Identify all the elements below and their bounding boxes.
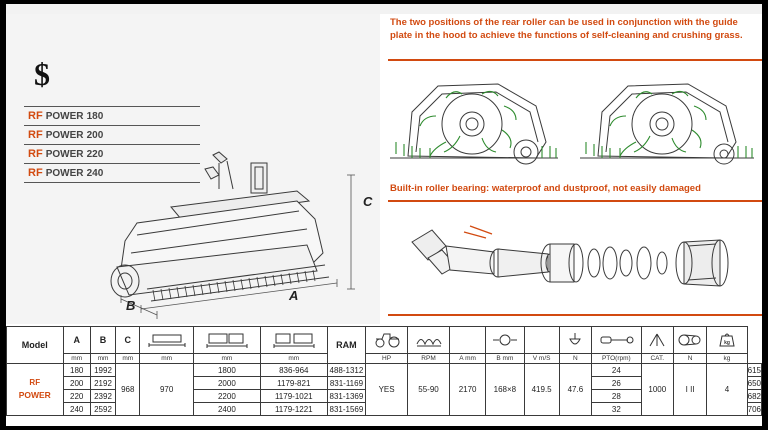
cell-a: 2592 xyxy=(90,403,115,416)
model-value: 220 xyxy=(86,149,104,160)
cell-pto: 1000 xyxy=(641,364,673,416)
unit-c: mm xyxy=(116,354,140,364)
th-n-blades: N xyxy=(559,354,591,364)
cell-w2: 1179-1221 xyxy=(260,403,327,416)
working-width-icon xyxy=(140,327,194,354)
dimension-c-label: C xyxy=(363,194,373,209)
cell-w3: 831-1169 xyxy=(327,377,365,390)
cell-w1: 2200 xyxy=(193,390,260,403)
cell-model: 240 xyxy=(63,403,90,416)
cell-a: 2192 xyxy=(90,377,115,390)
hammer-blade-icon xyxy=(559,327,591,354)
document-page xyxy=(6,4,762,426)
th-pto: PTO(rpm) xyxy=(592,354,642,364)
th-n-belts: N xyxy=(673,354,706,364)
caption-rear-roller: The two positions of the rear roller can be used in conjunction with the guide plate in the hood to achieve the functions of self-cleaning and crushing grass. xyxy=(390,17,743,41)
unit-a: mm xyxy=(63,354,90,364)
pto-icon xyxy=(592,327,642,354)
hitch-cat-icon xyxy=(641,327,673,354)
belt-icon xyxy=(673,327,706,354)
model-value: 180 xyxy=(86,111,104,122)
cell-w2: 1179-821 xyxy=(260,377,327,390)
cell-model: 180 xyxy=(63,364,90,377)
cell-n-blades: 24 xyxy=(592,364,642,377)
divider-top xyxy=(388,59,762,61)
unit-b: mm xyxy=(90,354,115,364)
cell-w1: 2000 xyxy=(193,377,260,390)
rotor-position-diagram xyxy=(386,72,758,180)
th-b-mm-label: B mm xyxy=(486,354,524,364)
cell-v-ms: 47.6 xyxy=(559,364,591,416)
th-weight: kg xyxy=(707,354,747,364)
list-item xyxy=(24,126,200,145)
list-item xyxy=(24,107,200,126)
cell-n-blades: 32 xyxy=(592,403,642,416)
unit-w1: mm xyxy=(140,354,194,364)
th-a-mm-label: A mm xyxy=(450,354,486,364)
row-brand: RF xyxy=(29,378,41,387)
mulcher-illustration xyxy=(101,149,361,324)
th-ram: RAM xyxy=(327,327,365,364)
model-value: 200 xyxy=(86,130,104,141)
divider-bottom xyxy=(388,314,762,316)
model-brand: RF xyxy=(28,129,43,141)
cell-w3: 831-1369 xyxy=(327,390,365,403)
cell-model: 220 xyxy=(63,390,90,403)
row-model-label xyxy=(7,364,64,416)
th-b: B xyxy=(90,327,115,354)
cell-weight: 650 xyxy=(747,378,761,388)
th-cat: CAT. xyxy=(641,354,673,364)
tractor-icon xyxy=(366,327,408,354)
spec-table xyxy=(6,326,762,416)
svg-text:kg: kg xyxy=(724,340,730,346)
cell-w3: 488-1312 xyxy=(327,364,365,377)
weight-icon xyxy=(707,327,747,354)
cell-hp: 55-90 xyxy=(408,364,450,416)
cell-model: 200 xyxy=(63,377,90,390)
cell-w1: 2400 xyxy=(193,403,260,416)
unit-w3: mm xyxy=(260,354,327,364)
cell-b: 968 xyxy=(116,364,140,416)
model-power-label: POWER xyxy=(45,111,84,122)
table-row xyxy=(7,364,762,377)
cell-c: 970 xyxy=(140,364,194,416)
cell-n-blades: 26 xyxy=(592,377,642,390)
cell-w3: 831-1569 xyxy=(327,403,365,416)
cell-weight: 615 xyxy=(747,365,761,375)
cell-w2: 1179-1021 xyxy=(260,390,327,403)
blade-dimension-icon xyxy=(486,327,524,354)
unit-w2: mm xyxy=(193,354,260,364)
brand-logo: $ xyxy=(34,56,50,92)
th-model: Model xyxy=(7,327,64,364)
cell-weight: 682 xyxy=(747,391,761,401)
th-a-mm xyxy=(450,327,486,354)
model-brand: RF xyxy=(28,148,43,160)
cell-n-belts: 4 xyxy=(707,364,747,416)
cell-b-mm: 419.5 xyxy=(524,364,559,416)
cell-a-mm: 168×8 xyxy=(486,364,524,416)
left-panel xyxy=(6,14,380,324)
model-power-label: POWER xyxy=(45,168,84,179)
table-unit-row xyxy=(7,354,762,364)
spec-table-wrap xyxy=(6,326,762,426)
model-brand: RF xyxy=(28,167,43,179)
cell-n-blades: 28 xyxy=(592,390,642,403)
bearing-exploded-view xyxy=(398,212,748,312)
model-power-label: POWER xyxy=(45,130,84,141)
table-header-row xyxy=(7,327,762,354)
divider-mid xyxy=(388,200,762,202)
dimension-a-label: A xyxy=(289,288,299,303)
cell-w1: 1800 xyxy=(193,364,260,377)
dimension-b-label: B xyxy=(126,298,136,313)
row-power: POWER xyxy=(18,390,51,400)
th-hp: HP xyxy=(366,354,408,364)
th-c: C xyxy=(116,327,140,354)
cell-w2: 836-964 xyxy=(260,364,327,377)
model-brand: RF xyxy=(28,110,43,122)
cell-a: 2392 xyxy=(90,390,115,403)
cell-ram: YES xyxy=(366,364,408,416)
caption-roller-bearing: Built-in roller bearing: waterproof and dustproof, not easily damaged xyxy=(390,183,701,194)
th-rpm: RPM xyxy=(408,354,450,364)
cell-weight: 706 xyxy=(747,404,761,414)
model-value: 240 xyxy=(86,168,104,179)
overall-width-icon xyxy=(193,327,260,354)
th-v-ms-label: V m/S xyxy=(524,354,559,364)
th-a: A xyxy=(63,327,90,354)
cell-a: 1992 xyxy=(90,364,115,377)
rotor-icon xyxy=(408,327,450,354)
th-v-ms xyxy=(524,327,559,354)
cell-rpm: 2170 xyxy=(450,364,486,416)
cell-cat: I II xyxy=(673,364,706,416)
transport-width-icon xyxy=(260,327,327,354)
model-power-label: POWER xyxy=(45,149,84,160)
